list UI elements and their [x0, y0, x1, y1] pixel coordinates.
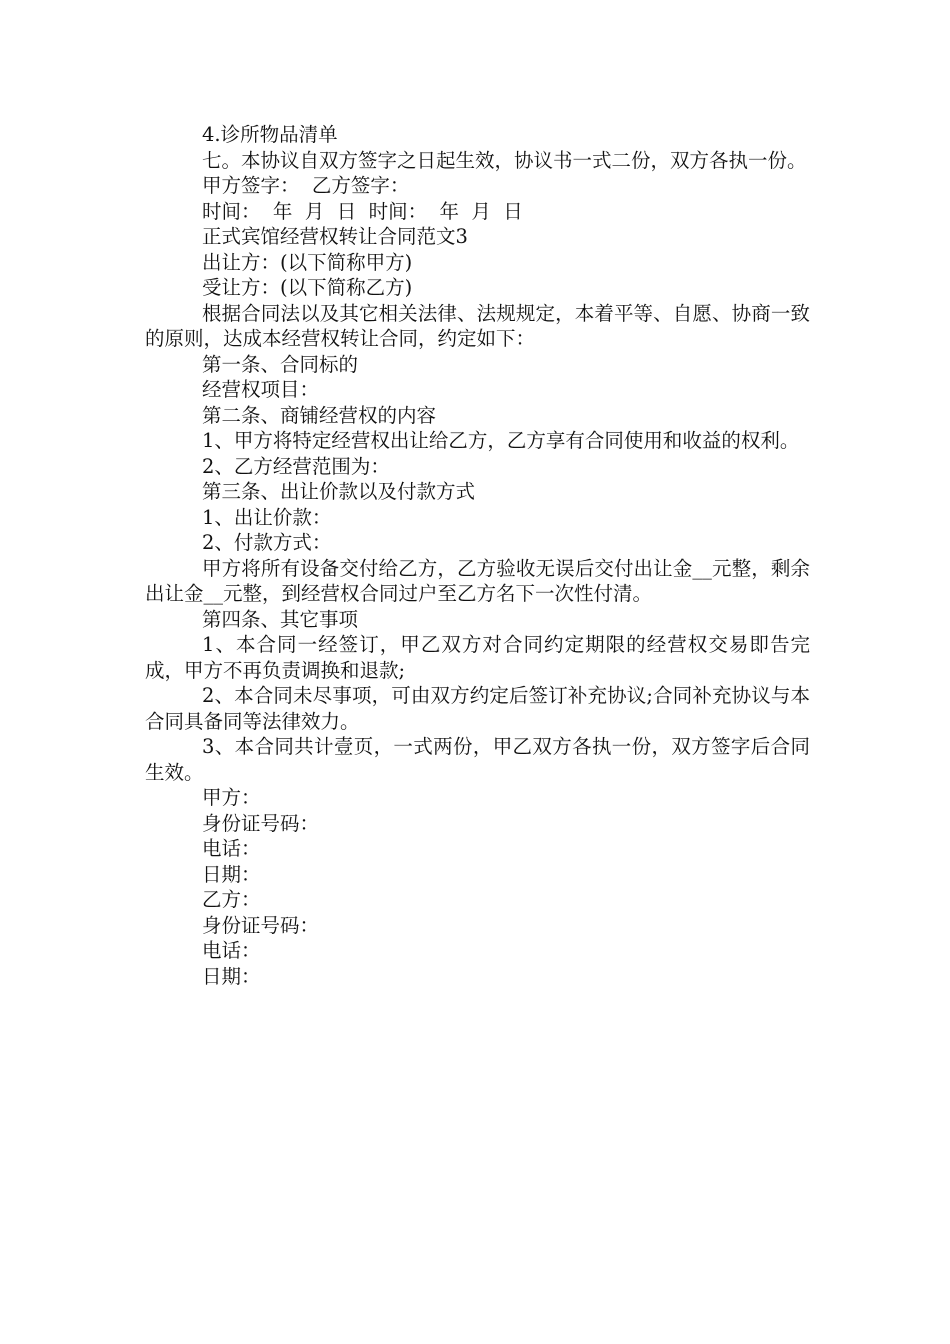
- article-4-item-1: 1、本合同一经签订，甲乙双方对合同约定期限的经营权交易即告完成，甲方不再负责调换和退款;: [145, 633, 810, 682]
- article-2-item-2: 2、乙方经营范围为：: [202, 454, 390, 478]
- party-b-label: 乙方：: [202, 888, 261, 911]
- transferee-line: 受让方：(以下简称乙方): [202, 276, 413, 299]
- signature-line: 甲方签字： 乙方签字：: [202, 174, 410, 197]
- party-b-id-number: 身份证号码：: [202, 913, 320, 937]
- item-clinic-inventory: 4.诊所物品清单: [202, 123, 338, 146]
- preamble-paragraph: 根据合同法以及其它相关法律、法规规定，本着平等、自愿、协商一致的原则，达成本经营权转让合同，约定如下：: [145, 301, 810, 350]
- party-b-date: 日期：: [202, 964, 261, 988]
- article-2-heading: 第二条、商铺经营权的内容: [202, 403, 437, 427]
- article-4-item-2: 2、本合同未尽事项，可由双方约定后签订补充协议;合同补充协议与本合同具备同等法律效力。: [145, 684, 810, 733]
- document-body: [145, 122, 810, 989]
- transferor-line: 出让方：(以下简称甲方): [202, 250, 413, 274]
- contract-title: 正式宾馆经营权转让合同范文3: [202, 225, 468, 248]
- article-3-item-2: 2、付款方式：: [202, 531, 332, 554]
- party-b-phone: 电话：: [202, 939, 261, 962]
- clause-effective: 七。本协议自双方签字之日起生效，协议书一式二份，双方各执一份。: [202, 148, 807, 172]
- party-a-label: 甲方：: [202, 786, 261, 809]
- article-3-item-1: 1、出让价款：: [202, 505, 332, 529]
- party-a-date: 日期：: [202, 862, 261, 886]
- party-a-phone: 电话：: [202, 837, 261, 860]
- operating-right-project: 经营权项目：: [202, 378, 320, 401]
- article-2-item-1: 1、甲方将特定经营权出让给乙方，乙方享有合同使用和收益的权利。: [202, 429, 800, 452]
- date-line: 时间： 年 月 日 时间： 年 月 日: [202, 199, 523, 223]
- party-a-id-number: 身份证号码：: [202, 811, 320, 835]
- article-3-heading: 第三条、出让价款以及付款方式: [202, 480, 476, 503]
- article-4-item-3: 3、本合同共计壹页，一式两份，甲乙双方各执一份，双方签字后合同生效。: [145, 735, 810, 784]
- article-1-heading: 第一条、合同标的: [202, 352, 359, 376]
- article-4-heading: 第四条、其它事项: [202, 607, 359, 631]
- payment-paragraph: 甲方将所有设备交付给乙方，乙方验收无误后交付出让金__元整，剩余出让金__元整，到经营权合同过户至乙方名下一次性付清。: [145, 556, 810, 605]
